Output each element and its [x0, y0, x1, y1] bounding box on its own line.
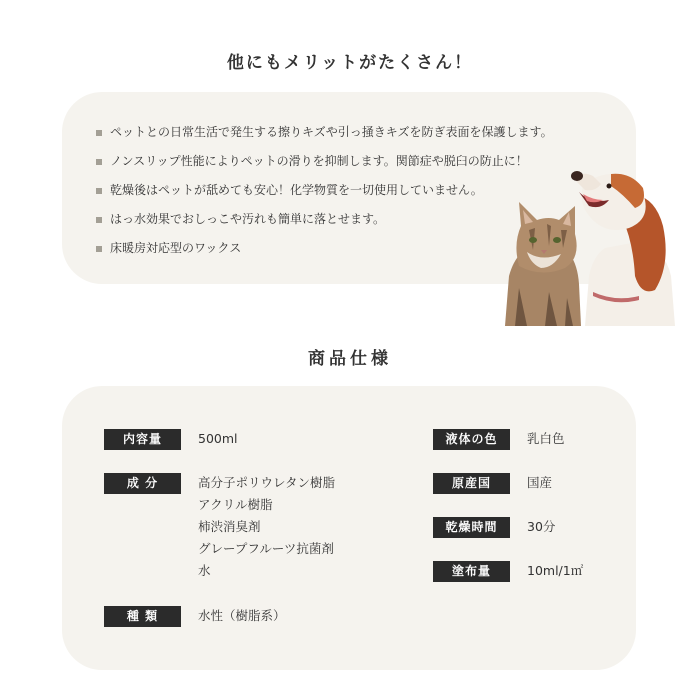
- merit-text: 乾燥後はペットが舐めても安心！化学物質を一切使用していません。: [110, 183, 483, 197]
- ingredient-item: 高分子ポリウレタン樹脂: [198, 475, 336, 490]
- merit-item: [96, 114, 553, 143]
- bullet-square-icon: [96, 159, 102, 165]
- ingredient-item: 水: [198, 563, 211, 578]
- bullet-square-icon: [96, 130, 102, 136]
- ingredient-item: アクリル樹脂: [198, 497, 273, 512]
- origin-value: 国産: [527, 475, 553, 490]
- liquid-color-value: 乳白色: [527, 431, 565, 446]
- type-label: 種 類: [104, 606, 181, 627]
- coverage-value: 10ml/1㎡: [527, 563, 584, 578]
- type-value: 水性（樹脂系）: [198, 608, 286, 623]
- cat-and-dog-image: [505, 164, 675, 326]
- volume-value: 500ml: [198, 431, 238, 446]
- specs-panel: [62, 386, 636, 670]
- ingredient-item: グレープフルーツ抗菌剤: [198, 541, 334, 556]
- ingredients-label: 成 分: [104, 473, 181, 494]
- liquid-color-label: 液体の色: [433, 429, 510, 450]
- merit-item: [96, 201, 553, 230]
- merits-title: 他にもメリットがたくさん！: [226, 53, 474, 73]
- merit-text: 床暖房対応型のワックス: [110, 241, 242, 255]
- specs-title: 商品仕様: [308, 349, 392, 369]
- merit-item: [96, 172, 553, 201]
- ingredients-list: [198, 472, 335, 582]
- bullet-square-icon: [96, 188, 102, 194]
- drying-time-value: 30分: [527, 519, 556, 534]
- bullet-square-icon: [96, 217, 102, 223]
- origin-label: 原産国: [433, 473, 510, 494]
- merit-item: [96, 143, 553, 172]
- volume-label: 内容量: [104, 429, 181, 450]
- merit-item: [96, 230, 553, 259]
- coverage-label: 塗布量: [433, 561, 510, 582]
- bullet-square-icon: [96, 246, 102, 252]
- merit-text: ノンスリップ性能によりペットの滑りを抑制します。関節症や脱臼の防止に！: [110, 154, 528, 168]
- merit-list: [96, 114, 553, 259]
- merit-text: はっ水効果でおしっこや汚れも簡単に落とせます。: [110, 212, 386, 226]
- drying-time-label: 乾燥時間: [433, 517, 510, 538]
- merit-text: ペットとの日常生活で発生する擦りキズや引っ掻きキズを防ぎ表面を保護します。: [110, 125, 553, 139]
- ingredient-item: 柿渋消臭剤: [198, 519, 261, 534]
